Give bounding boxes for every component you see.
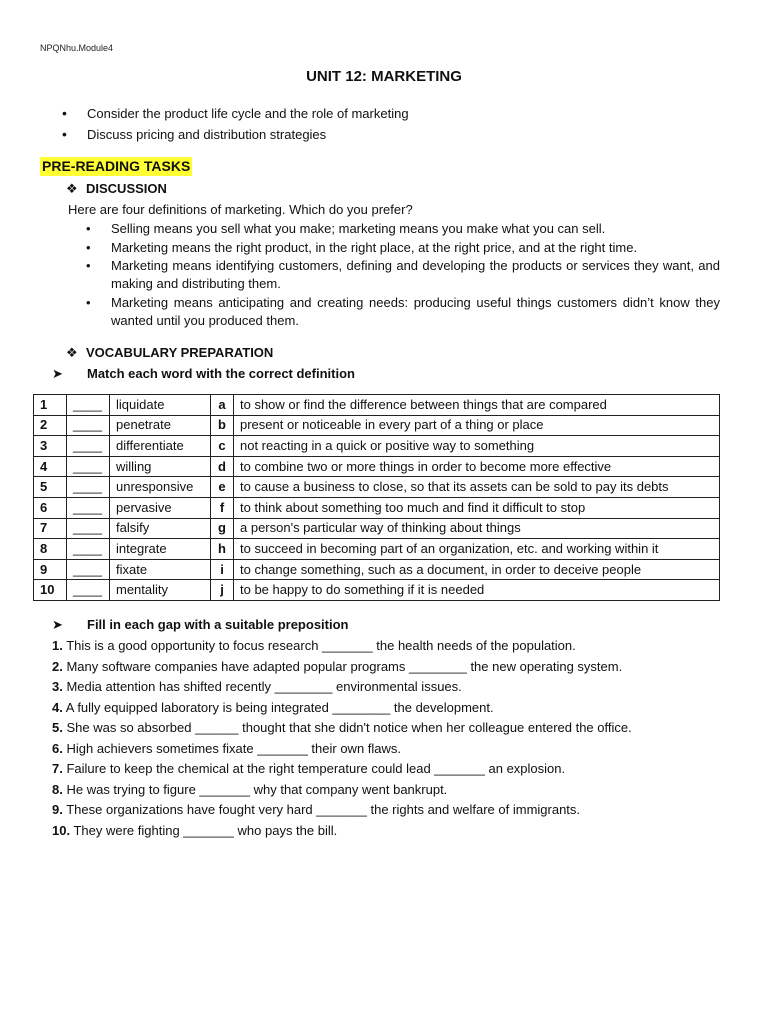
vocab-word: unresponsive: [110, 477, 211, 498]
row-number: 4: [34, 456, 67, 477]
definition-text: to succeed in becoming part of an organization, etc. and working within it: [234, 539, 720, 560]
table-row: [34, 497, 720, 518]
match-task-text: Match each word with the correct definition: [87, 366, 355, 381]
item-number: 1.: [52, 638, 63, 653]
table-row: [34, 395, 720, 416]
vocab-word: liquidate: [110, 395, 211, 416]
match-task: [52, 365, 355, 383]
list-item: [52, 677, 632, 698]
vocabulary-heading-text: VOCABULARY PREPARATION: [86, 345, 274, 360]
pre-reading-heading: PRE-READING TASKS: [42, 158, 191, 174]
vocab-word: pervasive: [110, 497, 211, 518]
item-text: Media attention has shifted recently ________ environmental issues.: [66, 679, 462, 694]
vocab-word: falsify: [110, 518, 211, 539]
table-row: [34, 436, 720, 457]
vocab-word: mentality: [110, 580, 211, 601]
item-text: This is a good opportunity to focus research _______ the health needs of the population.: [66, 638, 576, 653]
answer-blank: ____: [67, 497, 110, 518]
answer-blank: ____: [67, 456, 110, 477]
list-item: [52, 718, 632, 739]
definition-letter: f: [211, 497, 234, 518]
list-item: [52, 698, 632, 719]
row-number: 5: [34, 477, 67, 498]
discussion-intro: Here are four definitions of marketing. Which do you prefer?: [68, 202, 413, 217]
definition-text: a person's particular way of thinking about things: [234, 518, 720, 539]
definition-text: not reacting in a quick or positive way to something: [234, 436, 720, 457]
answer-blank: ____: [67, 580, 110, 601]
list-item: [52, 739, 632, 760]
list-item: [52, 780, 632, 801]
objective-item: • Consider the product life cycle and the role of marketing: [62, 103, 409, 124]
definition-letter: a: [211, 395, 234, 416]
matching-table: [33, 394, 720, 601]
list-item: [52, 759, 632, 780]
item-number: 3.: [52, 679, 63, 694]
list-item: [52, 657, 632, 678]
answer-blank: ____: [67, 395, 110, 416]
vocab-word: differentiate: [110, 436, 211, 457]
preposition-exercise-list: [52, 636, 632, 841]
definition-letter: i: [211, 559, 234, 580]
unit-title: UNIT 12: MARKETING: [306, 68, 462, 85]
definition-letter: h: [211, 539, 234, 560]
row-number: 2: [34, 415, 67, 436]
diamond-bullet-icon: ❖: [66, 345, 78, 360]
item-number: 6.: [52, 740, 63, 756]
vocab-word: integrate: [110, 539, 211, 560]
definition-text: to change something, such as a document, in order to deceive people: [234, 559, 720, 580]
item-number: 7.: [52, 761, 63, 776]
definition-letter: e: [211, 477, 234, 498]
answer-blank: ____: [67, 539, 110, 560]
answer-blank: ____: [67, 559, 110, 580]
definitions-list: [86, 220, 720, 330]
vocab-word: willing: [110, 456, 211, 477]
definition-letter: d: [211, 456, 234, 477]
vocabulary-heading: [66, 344, 273, 362]
row-number: 6: [34, 497, 67, 518]
definition-text: to cause a business to close, so that its assets can be sold to pay its debts: [234, 477, 720, 498]
definition-text: to show or find the difference between things that are compared: [234, 395, 720, 416]
list-item: [52, 636, 632, 657]
definition-letter: c: [211, 436, 234, 457]
answer-blank: ____: [67, 415, 110, 436]
definition-item: • Marketing means identifying customers, defining and developing the products or services they want, and making and distributing them.: [86, 257, 720, 293]
item-number: 8.: [52, 781, 63, 797]
answer-blank: ____: [67, 436, 110, 457]
item-text: Failure to keep the chemical at the right temperature could lead _______ an explosion.: [66, 761, 566, 776]
item-text: She was so absorbed ______ thought that she didn't notice when her colleague entered the office.: [66, 720, 632, 735]
table-row: [34, 477, 720, 498]
item-text: High achievers sometimes fixate _______ their own flaws.: [66, 740, 402, 756]
header-note: NPQNhu.Module4: [40, 43, 114, 53]
item-text: He was trying to figure _______ why that company went bankrupt.: [66, 781, 448, 797]
answer-blank: ____: [67, 518, 110, 539]
arrow-bullet-icon: ➤: [52, 617, 63, 632]
row-number: 8: [34, 539, 67, 560]
definition-text: to be happy to do something if it is needed: [234, 580, 720, 601]
item-number: 2.: [52, 658, 63, 674]
definition-text: to think about something too much and find it difficult to stop: [234, 497, 720, 518]
definition-text: present or noticeable in every part of a thing or place: [234, 415, 720, 436]
answer-blank: ____: [67, 477, 110, 498]
preposition-task-text: Fill in each gap with a suitable preposition: [87, 617, 349, 632]
table-row: [34, 456, 720, 477]
item-number: 5.: [52, 720, 63, 735]
table-row: [34, 559, 720, 580]
row-number: 10: [34, 580, 67, 601]
definition-item: • Marketing means anticipating and creating needs: producing useful things customers didn’t know they wanted until you produced them.: [86, 294, 720, 330]
discussion-heading: [66, 180, 167, 198]
table-row: [34, 539, 720, 560]
row-number: 3: [34, 436, 67, 457]
definition-text: to combine two or more things in order to become more effective: [234, 456, 720, 477]
item-number: 10.: [52, 822, 71, 838]
row-number: 9: [34, 559, 67, 580]
item-text: A fully equipped laboratory is being integrated ________ the development.: [65, 699, 494, 715]
item-text: Many software companies have adapted popular programs ________ the new operating system.: [66, 658, 623, 674]
vocab-word: fixate: [110, 559, 211, 580]
arrow-bullet-icon: ➤: [52, 366, 63, 381]
item-text: They were fighting _______ who pays the bill.: [73, 822, 338, 838]
definition-letter: j: [211, 580, 234, 601]
definition-letter: g: [211, 518, 234, 539]
row-number: 1: [34, 395, 67, 416]
table-row: [34, 415, 720, 436]
objective-item: • Discuss pricing and distribution strategies: [62, 124, 409, 145]
preposition-task: [52, 616, 348, 634]
diamond-bullet-icon: ❖: [66, 181, 78, 196]
item-number: 4.: [52, 699, 63, 715]
table-row: [34, 580, 720, 601]
definition-letter: b: [211, 415, 234, 436]
row-number: 7: [34, 518, 67, 539]
list-item: [52, 800, 632, 821]
vocab-word: penetrate: [110, 415, 211, 436]
definition-item: • Selling means you sell what you make; marketing means you make what you can sell.: [86, 220, 720, 238]
item-number: 9.: [52, 802, 63, 817]
item-text: These organizations have fought very hard _______ the rights and welfare of immigrants.: [66, 802, 581, 817]
table-row: [34, 518, 720, 539]
objectives-list: [62, 103, 409, 145]
list-item: [52, 821, 632, 842]
definition-item: • Marketing means the right product, in the right place, at the right price, and at the right time.: [86, 239, 720, 257]
discussion-heading-text: DISCUSSION: [86, 181, 167, 196]
